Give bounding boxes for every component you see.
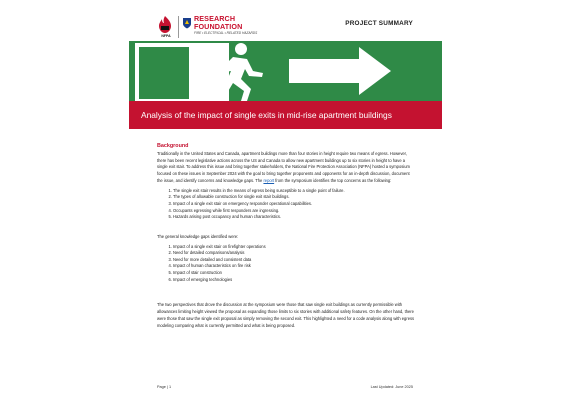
list-item: 6. Impact of emerging technologies (173, 277, 415, 284)
intro-text-after-link: from the symposium identifies the top concerns as the following: (274, 177, 392, 183)
list-item: 1. Impact of a single exit stair on firefighter operations (173, 244, 415, 251)
paragraph-intro (157, 151, 415, 185)
exit-sign-icon (129, 41, 442, 101)
list-item: 2. Need for detailed comparisons/analysis (173, 250, 415, 257)
research-foundation-title (194, 15, 242, 30)
research-foundation-badge-icon (182, 17, 192, 29)
hero-image (129, 41, 442, 101)
report-link[interactable]: report (263, 177, 275, 183)
list-item: 1. The single exit stair results in the means of egress being susceptible to a single point of failure. (173, 188, 415, 195)
list-item: 4. Impact of human characteristics on fire risk (173, 263, 415, 270)
rf-tagline: FIRE • ELECTRICAL • RELATED HAZARDS (194, 31, 258, 35)
paragraph-gaps-intro: The general knowledge gaps identified were: (157, 233, 239, 239)
list-item: 2. The types of allowable construction for single exit stair buildings. (173, 194, 415, 201)
list-item: 5. Impact of stair construction (173, 270, 415, 277)
document-type-label: PROJECT SUMMARY (345, 20, 413, 27)
concerns-list (157, 188, 415, 221)
title-banner (129, 101, 442, 129)
content-body (157, 143, 415, 329)
logo-divider (178, 16, 179, 38)
list-item: 3. Need for more detailed and consistent data (173, 257, 415, 264)
paragraph-perspectives: The two perspectives that drove the discussion at the symposium were those that saw single exit buildings as currently permissible with allowances limiting height viewed the proposal as expanding those limits to six stories with additional safety features. On the other hand, there were those that saw the single exit proposal as simply removing the second exit. This highlighted a need for a code analysis along with egress modeling comparing what is currently permitted and what is being proposed. (157, 302, 415, 328)
list-item: 3. Impact of a single exit stair on emergency responder operational capabilities. (173, 201, 415, 208)
rf-title-line2: FOUNDATION (194, 21, 243, 31)
page-title: Analysis of the impact of single exits in mid-rise apartment buildings (141, 110, 392, 120)
last-updated: Last Updated: June 2025 (370, 385, 413, 389)
list-item: 4. Occupants egressing while first responders are ingressing. (173, 208, 415, 215)
intro-text-before-link: Traditionally in the United States and Canada, apartment buildings more than four stories in height require two means of egress. However, there has been recent legislative actions across the US and Canada to allow new apartment buildings up to six stories in height to have a single exit stair. To address this issue and bring together stakeholders, the National Fire Protection Association (NFPA) hosted a symposium focused on these issues in September 2024 with the goal to bring together proponents and opponents for an in-depth discussion, document the issue, and identify concerns and knowledge gaps. The (157, 150, 410, 183)
nfpa-logo-icon (157, 16, 173, 34)
list-item: 5. Hazards arising post occupancy and human characteristics. (173, 214, 415, 221)
page-number: Page | 1 (157, 385, 172, 389)
knowledge-gaps-list (157, 244, 415, 284)
section-heading-background: Background (157, 143, 189, 149)
nfpa-label: NFPA (161, 34, 171, 38)
rf-title-line1: RESEARCH (194, 14, 236, 23)
